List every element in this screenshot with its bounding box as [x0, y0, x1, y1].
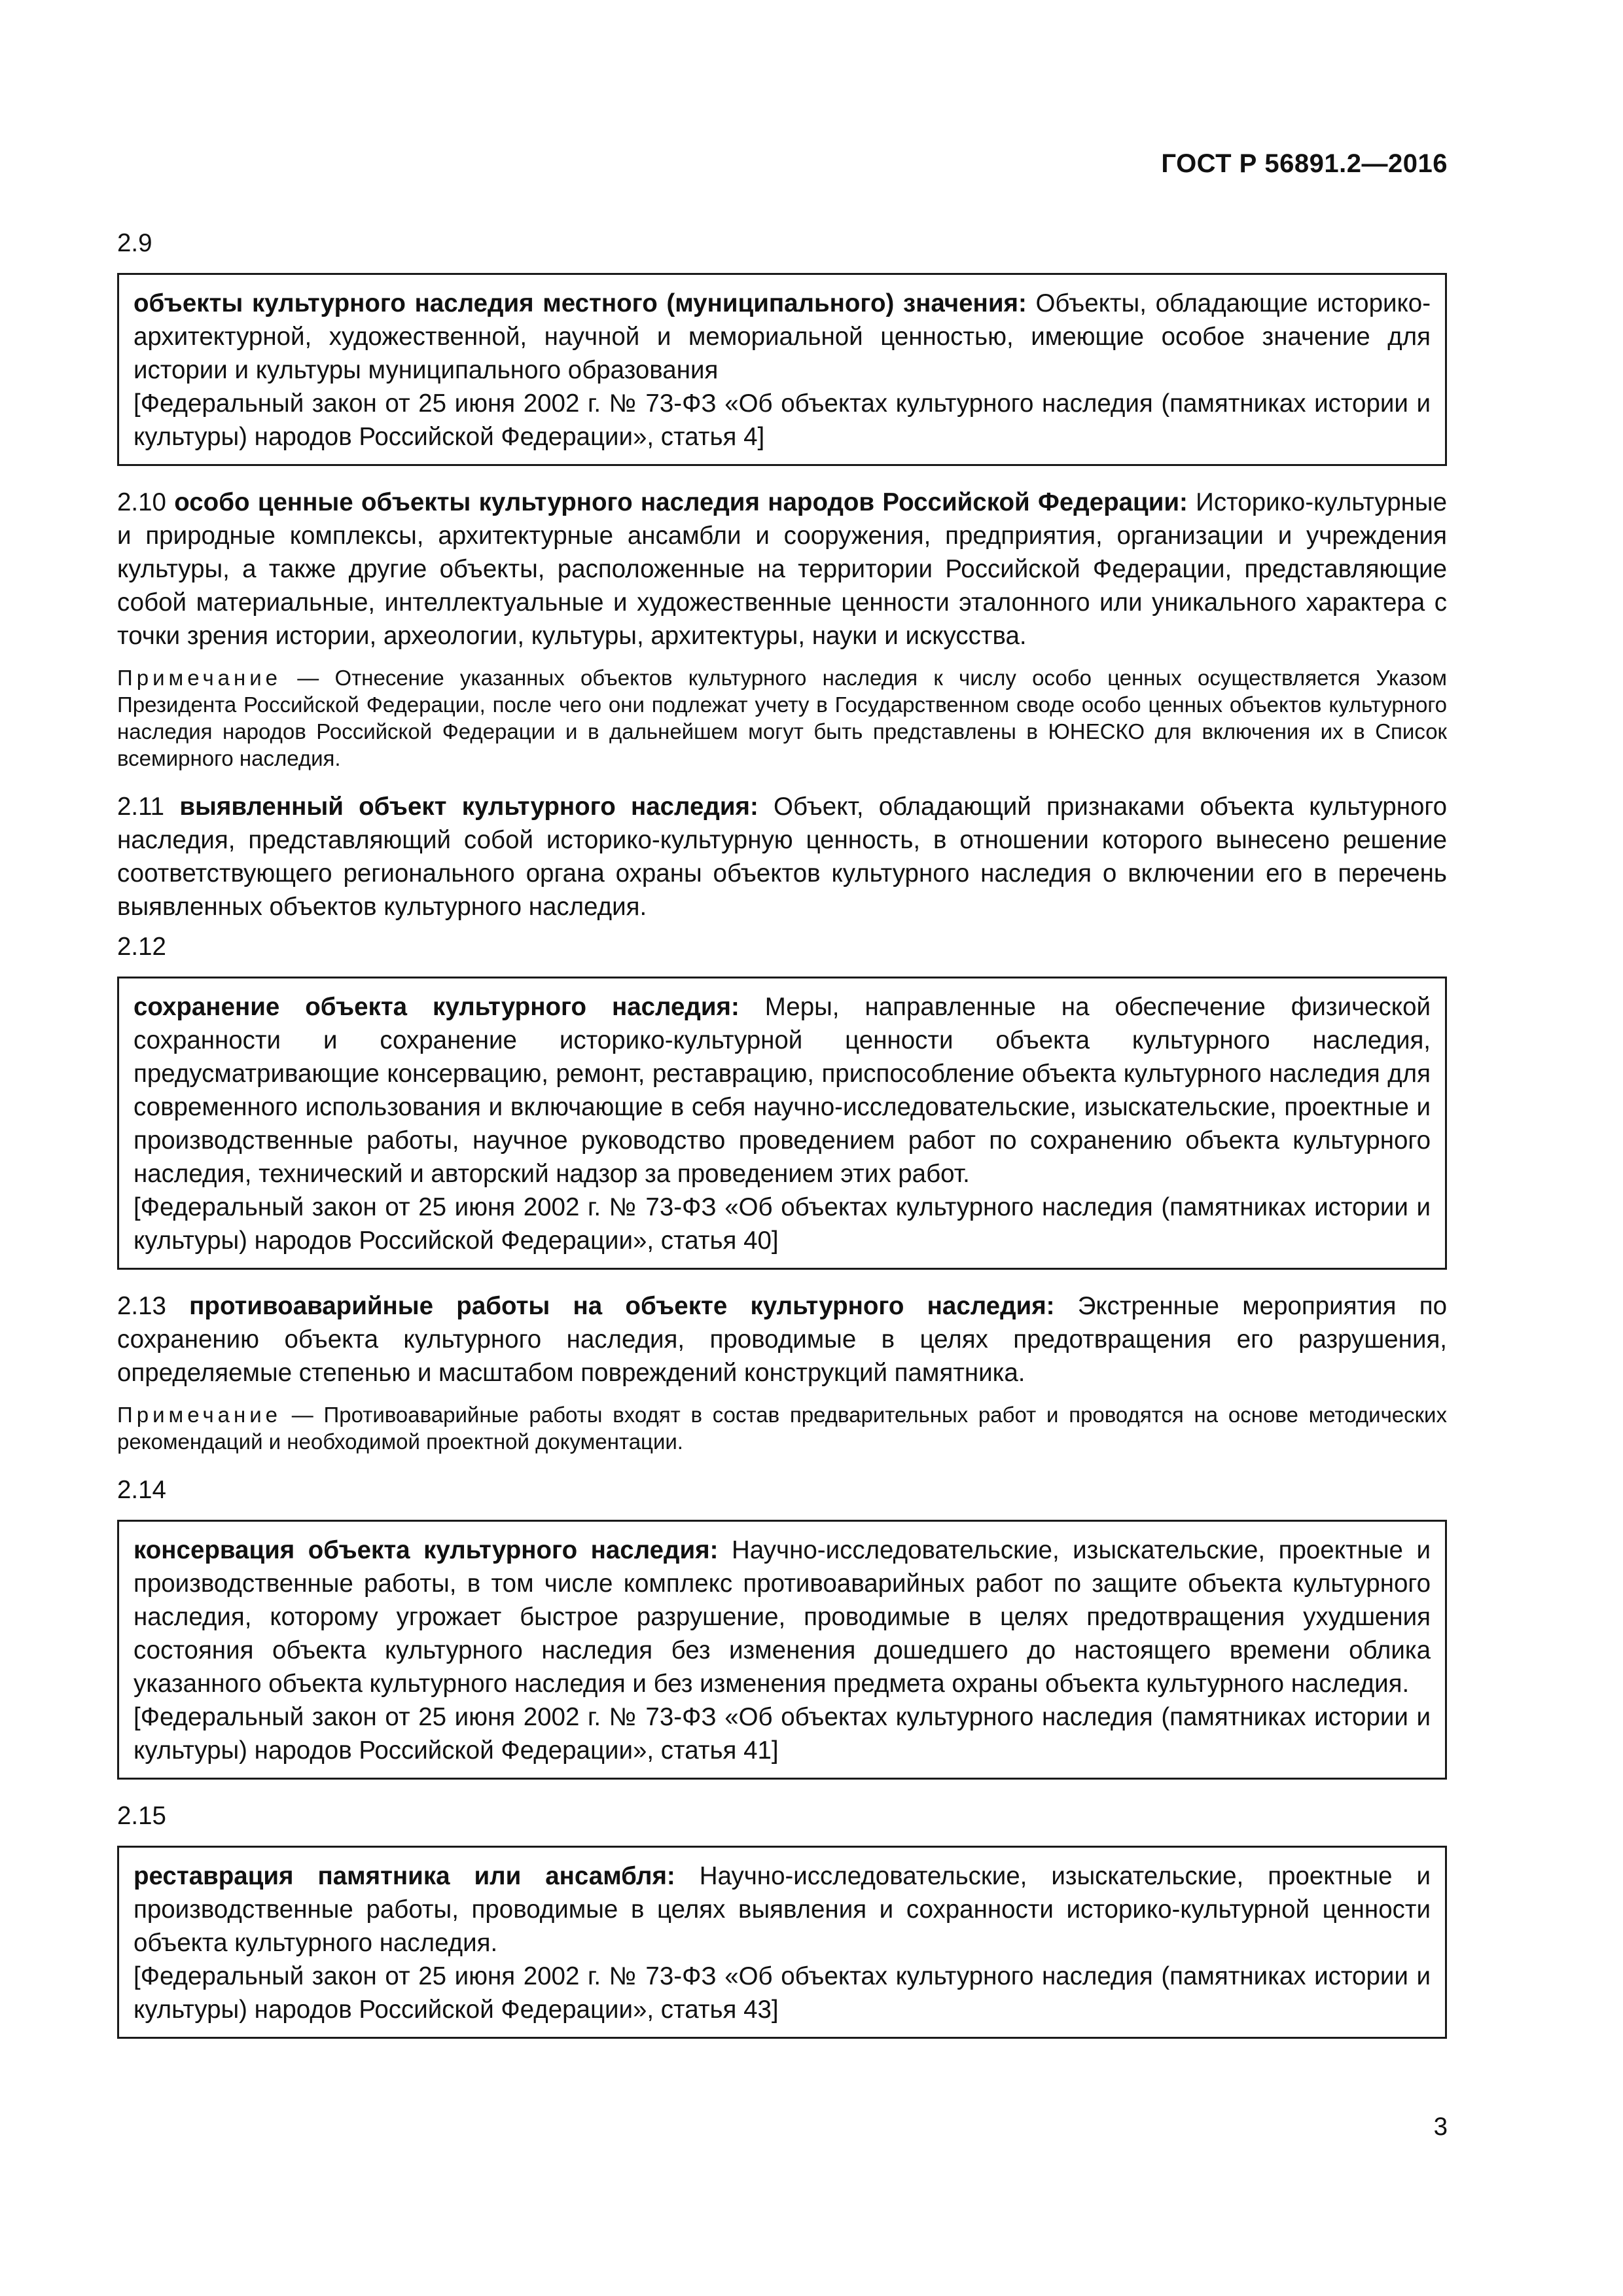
term: выявленный объект культурного наследия:	[179, 793, 758, 821]
page-number: 3	[1433, 2113, 1448, 2141]
source-reference: [Федеральный закон от 25 июня 2002 г. № 73-ФЗ «Об объектах культурного наследия (памятниках истории и культуры) народов Российской Федерации», статья 4]	[134, 389, 1431, 451]
definition-text	[134, 1534, 1431, 1700]
entry-number: 2.15	[117, 1802, 166, 1830]
definition-box	[117, 1520, 1447, 1780]
definition: Научно-исследовательские, изыскательские, проектные и производственные работы, в том числе комплекс противоаварийных работ по защите объекта культурного наследия, которому угрожает быстрое разрушение, проводимые в целях предотвращения ухудшения состояния объекта культурного наследия без изменения дошедшего до настоящего времени облика указанного объекта культурного наследия и без изменения предмета охраны объекта культурного наследия.	[134, 1536, 1431, 1698]
definition-box	[117, 977, 1447, 1270]
entry-number: 2.14	[117, 1476, 166, 1504]
entry-number: 2.11	[117, 793, 165, 821]
term: противоаварийные работы на объекте культурного наследия:	[189, 1292, 1055, 1320]
definition: Экстренные мероприятия по сохранению объекта культурного наследия, проводимые в целях предотвращения его разрушения, определяемые степенью и масштабом повреждений конструкций памятника.	[117, 1292, 1448, 1387]
source-reference: [Федеральный закон от 25 июня 2002 г. № 73-ФЗ «Об объектах культурного наследия (памятниках истории и культуры) народов Российской Федерации», статья 40]	[134, 1193, 1431, 1255]
term: объекты культурного наследия местного (муниципального) значения:	[134, 289, 1027, 317]
note	[117, 1401, 1447, 1455]
definition-box	[117, 1846, 1447, 2039]
definition-paragraph	[117, 790, 1447, 924]
definition: Историко-культурные и природные комплексы, архитектурные ансамбли и сооружения, предприятия, организации и учреждения культуры, а также другие объекты, расположенные на территории Российской Федерации, представляющие собой материальные, интеллектуальные и художественные ценности эталонного или уникального характера с точки зрения истории, археологии, культуры, архитектуры, науки и искусства.	[117, 488, 1447, 650]
term: особо ценные объекты культурного наследия народов Российской Федерации:	[174, 488, 1188, 516]
note-label: Примечание	[117, 666, 282, 690]
note-text: — Противоаварийные работы входят в состав предварительных работ и проводятся на основе методических рекомендаций и необходимой проектной документации.	[117, 1403, 1447, 1454]
definition: Научно-исследовательские, изыскательские, проектные и производственные работы, проводимые в целях выявления и сохранности историко-культурной ценности объекта культурного наследия.	[134, 1862, 1431, 1957]
source-reference: [Федеральный закон от 25 июня 2002 г. № 73-ФЗ «Об объектах культурного наследия (памятниках истории и культуры) народов Российской Федерации», статья 41]	[134, 1703, 1431, 1765]
definition-box	[117, 273, 1447, 466]
term: реставрация памятника или ансамбля:	[134, 1862, 675, 1890]
term: консервация объекта культурного наследия:	[134, 1536, 719, 1564]
term: сохранение объекта культурного наследия:	[134, 993, 740, 1021]
document-id: ГОСТ Р 56891.2—2016	[1161, 149, 1448, 178]
note	[117, 664, 1447, 772]
definition-text	[134, 1859, 1431, 1960]
definition: Объект, обладающий признаками объекта культурного наследия, представляющий собой историко-культурную ценность, в отношении которого вынесено решение соответствующего регионального органа охраны объектов культурного наследия о включении его в перечень выявленных объектов культурного наследия.	[117, 793, 1447, 921]
entry-number: 2.9	[117, 229, 152, 257]
entry-number: 2.12	[117, 933, 166, 961]
definition-paragraph	[117, 486, 1447, 653]
definition-text	[134, 287, 1431, 387]
definition: Меры, направленные на обеспечение физической сохранности и сохранение историко-культурной ценности объекта культурного наследия, предусматривающие консервацию, ремонт, реставрацию, приспособление объекта культурного наследия для современного использования и включающие в себя научно-исследовательские, изыскательские, проектные и производственные работы, научное руководство проведением работ по сохранению объекта культурного наследия, технический и авторский надзор за проведением этих работ.	[134, 993, 1431, 1188]
entry-number: 2.10	[117, 488, 166, 516]
entry-number: 2.13	[117, 1292, 166, 1320]
definition: Объекты, обладающие историко-архитектурной, художественной, научной и мемориальной ценностью, имеющие особое значение для истории и культуры муниципального образования	[134, 289, 1431, 384]
source-reference: [Федеральный закон от 25 июня 2002 г. № 73-ФЗ «Об объектах культурного наследия (памятниках истории и культуры) народов Российской Федерации», статья 43]	[134, 1962, 1431, 2024]
definition-paragraph	[117, 1289, 1447, 1390]
document-body	[117, 226, 1447, 2058]
definition-text	[134, 990, 1431, 1191]
note-text: — Отнесение указанных объектов культурного наследия к числу особо ценных осуществляется Указом Президента Российской Федерации, после чего они подлежат учету в Государственном своде особо ценных объектов культурного наследия народов Российской Федерации и в дальнейшем могут быть представлены в ЮНЕСКО для включения их в Список всемирного наследия.	[117, 666, 1447, 770]
note-label: Примечание	[117, 1403, 282, 1427]
